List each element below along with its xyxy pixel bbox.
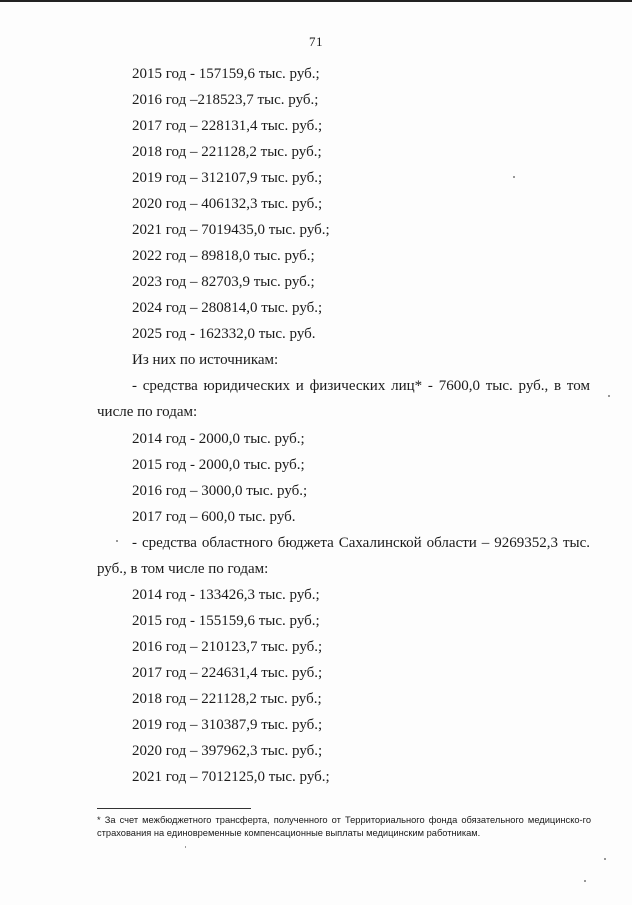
list-item: 2014 год - 2000,0 тыс. руб.; [132, 431, 305, 447]
list-item: 2014 год - 133426,3 тыс. руб.; [132, 587, 320, 603]
regional-budget-paragraph-line-1: - средства областного бюджета Сахалинской области – 9269352,3 тыс. [132, 535, 590, 551]
list-item: 2018 год – 221128,2 тыс. руб.; [132, 691, 322, 707]
footnote-separator [97, 808, 251, 809]
list-item: 2024 год – 280814,0 тыс. руб.; [132, 300, 323, 316]
list-item: 2025 год - 162332,0 тыс. руб. [132, 326, 316, 342]
scan-speck [116, 540, 118, 542]
list-item: 2015 год - 2000,0 тыс. руб.; [132, 457, 305, 473]
list-item: 2020 год – 397962,3 тыс. руб.; [132, 743, 323, 759]
list-item: 2019 год – 312107,9 тыс. руб.; [132, 170, 323, 186]
list-item: 2016 год – 210123,7 тыс. руб.; [132, 639, 323, 655]
regional-budget-paragraph-line-2: руб., в том числе по годам: [97, 561, 269, 577]
list-item: 2019 год – 310387,9 тыс. руб.; [132, 717, 323, 733]
list-item: 2017 год – 224631,4 тыс. руб.; [132, 665, 323, 681]
scan-speck [608, 395, 610, 397]
list-item: 2021 год – 7019435,0 тыс. руб.; [132, 222, 330, 238]
scan-speck [185, 846, 186, 848]
top-border-line [0, 0, 632, 2]
footnote: * За счет межбюджетного трансферта, полученного от Территориального фонда обязательного медицинско-го страхования на единовременные компенсационные выплаты медицинским работникам. [97, 815, 591, 838]
sources-heading: Из них по источникам: [132, 352, 279, 368]
list-item: 2015 год - 155159,6 тыс. руб.; [132, 613, 320, 629]
scan-speck [604, 858, 606, 860]
page-number: 71 [309, 34, 323, 49]
list-item: 2023 год – 82703,9 тыс. руб.; [132, 274, 315, 290]
scan-speck [513, 176, 515, 178]
list-item: 2018 год – 221128,2 тыс. руб.; [132, 144, 322, 160]
list-item: 2017 год – 600,0 тыс. руб. [132, 509, 296, 525]
scan-speck [584, 880, 586, 882]
list-item: 2016 год – 3000,0 тыс. руб.; [132, 483, 308, 499]
legal-entities-paragraph-line-2: числе по годам: [97, 404, 198, 420]
list-item: 2022 год – 89818,0 тыс. руб.; [132, 248, 315, 264]
list-item: 2016 год –218523,7 тыс. руб.; [132, 92, 319, 108]
legal-entities-paragraph-line-1: - средства юридических и физических лиц* - 7600,0 тыс. руб., в том [132, 378, 590, 394]
list-item: 2017 год – 228131,4 тыс. руб.; [132, 118, 323, 134]
list-item: 2015 год - 157159,6 тыс. руб.; [132, 66, 320, 82]
list-item: 2021 год – 7012125,0 тыс. руб.; [132, 769, 330, 785]
list-item: 2020 год – 406132,3 тыс. руб.; [132, 196, 323, 212]
